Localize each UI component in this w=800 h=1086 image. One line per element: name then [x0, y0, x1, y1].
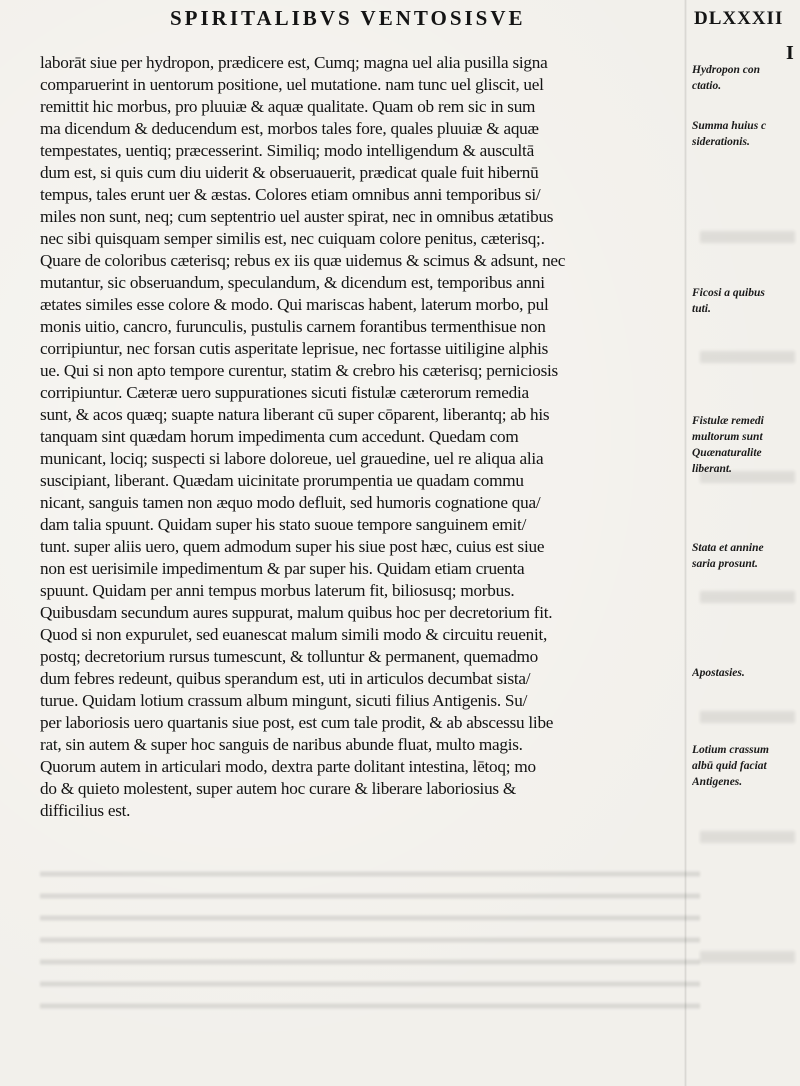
text-line: miles non sunt, neq; cum septentrio uel auster spirat, nec in omnibus ætatibus: [40, 207, 554, 226]
text-line: non est uerisimile impedimentum & par super his. Quidam etiam cruenta: [40, 559, 525, 578]
margin-note-line: Quænaturalite: [692, 447, 762, 459]
text-line: Quorum autem in articulari modo, dextra parte dolitant intestina, lētoq; mo: [40, 757, 536, 776]
text-line: ætates similes esse colore & modo. Qui mariscas habent, laterum morbo, pul: [40, 295, 549, 314]
text-line: comparuerint in uentorum positione, uel mutatione. nam tunc uel gliscit, uel: [40, 75, 544, 94]
running-head: SPIRITALIBVS VENTOSISVE: [170, 6, 526, 30]
text-line: tempus, tales erunt uer & æstas. Colores etiam omnibus anni temporibus si/: [40, 185, 541, 204]
text-line: tanquam sint quædam horum impedimenta cum accedunt. Quedam com: [40, 427, 519, 446]
text-line: laborāt siue per hydropon, prædicere est, Cumq; magna uel alia pusilla signa: [40, 53, 548, 72]
margin-note-line: Fistulæ remedi: [692, 415, 764, 427]
margin-note-line: siderationis.: [692, 136, 750, 148]
text-line: postq; decretorium rursus tumescunt, & tolluntur & permanent, quemadmo: [40, 647, 539, 666]
text-line: dum febres redeunt, quibus sperandum est, uti in articulos decumbat sista/: [40, 669, 531, 688]
margin-note-line: multorum sunt: [692, 431, 763, 443]
text-line: dum est, si quis cum diu uiderit & obseruauerit, prædicat quale fuit hibernū: [40, 163, 539, 182]
text-line: tempestates, uentiq; præcesserint. Similiq; modo intelligendum & auscultā: [40, 141, 534, 160]
show-through-text: [40, 862, 700, 1022]
text-line: turue. Quidam lotium crassum album mingunt, sicuti filius Antigenis. Su/: [40, 691, 528, 710]
margin-note-line: liberant.: [692, 463, 732, 475]
text-line: municant, lociq; suspecti si labore doloreue, uel grauedine, uel re aliqua alia: [40, 449, 544, 468]
text-line: ue. Qui si non apto tempore curentur, statim & crebro his cæterisq; perniciosis: [40, 361, 558, 380]
margin-note: [692, 742, 798, 790]
text-line: Quare de coloribus cæterisq; rebus ex iis quæ uidemus & scimus & adsunt, nec: [40, 251, 566, 270]
text-line: nicant, sanguis tamen non æquo modo defluit, sed humoris cognatione qua/: [40, 493, 541, 512]
margin-note-line: saria prosunt.: [692, 558, 758, 570]
text-line: corripiuntur, nec forsan cutis asperitate leprisue, nec fortasse uitiligine alphis: [40, 339, 549, 358]
margin-note-line: albū quid faciat: [692, 760, 767, 772]
text-line: sunt, & acos quæq; suapte natura liberant cū super cōparent, liberantq; ab his: [40, 405, 550, 424]
text-line: spuunt. Quidam per anni tempus morbus laterum fit, biliosusq; morbus.: [40, 581, 515, 600]
margin-note: [692, 285, 798, 317]
margin-note: [692, 118, 798, 150]
margin-note-line: ctatio.: [692, 80, 722, 92]
margin-note-line: Ficosi a quibus: [692, 287, 765, 299]
text-line: dam talia spuunt. Quidam super his stato suoue tempore sanguinem emit/: [40, 515, 527, 534]
text-line: ma dicendum & deducendum est, morbos tales fore, quales pluuiæ & aquæ: [40, 119, 539, 138]
text-line: tunt. super aliis uero, quem admodum super his siue post hæc, cuius est siue: [40, 537, 545, 556]
text-line: nec sibi quisquam semper similis est, nec cuiquam colore penitus, cæterisq;.: [40, 229, 545, 248]
margin-note-line: Apostasies.: [692, 667, 745, 679]
text-line: Quibusdam secundum aures suppurat, malum quibus hoc per decretorium fit.: [40, 603, 553, 622]
text-line: mutantur, sic obseruandum, speculandum, & dicendum est, temporibus anni: [40, 273, 545, 292]
text-line: difficilius est.: [40, 801, 131, 820]
folio-number: DLXXXII: [694, 8, 784, 29]
text-line: per laboriosis uero quartanis siue post, est cum tale prodit, & ab abscessu libe: [40, 713, 554, 732]
body-text: [40, 52, 680, 822]
margin-note-line: Hydropon con: [692, 64, 761, 76]
text-line: rat, sin autem & super hoc sanguis de naribus abunde fluat, multo magis.: [40, 735, 523, 754]
margin-note-line: Lotium crassum: [692, 744, 770, 756]
text-line: monis uitio, cancro, furunculis, pustulis carnem forantibus termenthisue non: [40, 317, 546, 336]
margin-note-line: Stata et annine: [692, 542, 764, 554]
text-line: Quod si non expurulet, sed euanescat malum simili modo & circuitu reuenit,: [40, 625, 548, 644]
margin-note-line: Summa huius c: [692, 120, 767, 132]
text-line: do & quieto molestent, super autem hoc curare & liberare laboriosius &: [40, 779, 517, 798]
text-line: suscipiant, liberant. Quædam uicinitate prorumpentia ue quadam commu: [40, 471, 524, 490]
margin-note: [692, 62, 798, 94]
margin-note: [692, 665, 798, 681]
edge-mark: I: [786, 42, 794, 64]
margin-note-line: tuti.: [692, 303, 711, 315]
margin-note: [692, 540, 798, 572]
text-line: remittit hic morbus, pro pluuiæ & aquæ qualitate. Quam ob rem sic in sum: [40, 97, 536, 116]
margin-note: [692, 413, 798, 477]
margin-note-line: Antigenes.: [692, 776, 743, 788]
text-line: corripiuntur. Cæteræ uero suppurationes sicuti fistulæ cæterorum remedia: [40, 383, 529, 402]
